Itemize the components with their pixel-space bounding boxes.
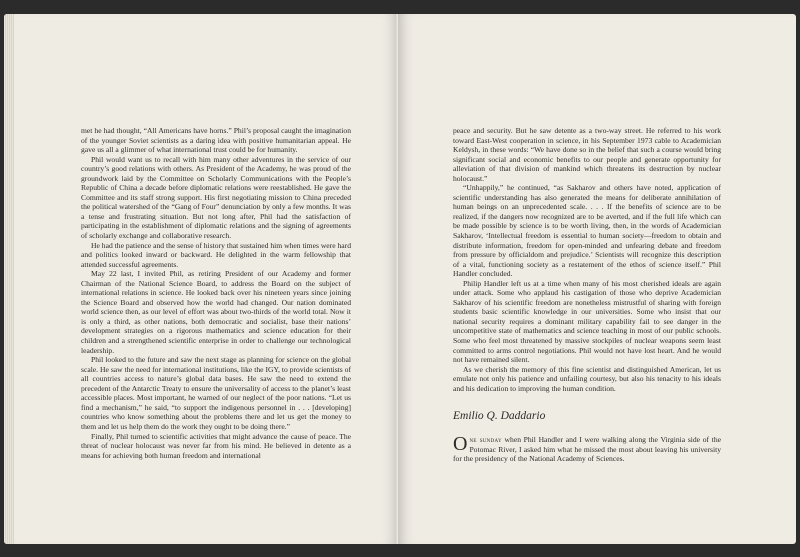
paragraph: As we cherish the memory of this fine scientist and distinguished American, let us emulate not only his patience and unfailing courtesy, but also his tenacity to his ideals and his dedication to improving the human condition. xyxy=(453,364,721,393)
paragraph: Philip Handler left us at a time when many of his most cherished ideals are again under attack. Some who applaud his castigation of those who deprive Academician Sakharov of his scientific freedom are nonetheless mistrustful of sharing with foreign students basic scientific knowledge in our universities. Some who insist that our national security requires a dominant military capability fail to see danger in the uncompetitive state of mathematics and science teaching in most of our public schools. Some who feel most threatened by massive stockpiles of nuclear weapons seem least committed to arms control negotiations. Phil would not have lost heart. And he would not have remained silent. xyxy=(453,278,721,365)
next-section-paragraph xyxy=(453,435,721,464)
right-page xyxy=(398,14,796,544)
paragraph: May 22 last, I invited Phil, as retiring President of our Academy and former Chairman of the National Science Board, to address the Board on the subject of international relations in science. He looked back over his nineteen years since joining the Science Board and observed how the world had changed. Our nation dominated world science then, as our level of effort was about two-thirds of the world total. Now it is only a third, as other nations, both democratic and socialist, base their nations’ development strategies on a rigorous mathematics and science education for their children and a strengthened scientific enterprise in order to challenge our technological leadership. xyxy=(81,269,351,355)
paragraph: “Unhappily,” he continued, “as Sakharov and others have noted, application of scientific understanding has also generated the means for deliberate annihilation of human beings on an unprecedented scale. . . . If the benefits of science are to be realized, if the dangers now recognized are to be averted, and if the full life which can be made possible by science is to be worth living, then, in the words of Academician Sakharov, ‘Intellectual freedom is essential to human society—freedom to obtain and distribute information, freedom for open-minded and unfearing debate and freedom from pressure by officialdom and prejudice.’ Scientists will recognize this description of a vital, functioning society as a restatement of the ethos of science itself.” Phil Handler concluded. xyxy=(453,183,721,279)
paragraph: Finally, Phil turned to scientific activities that might advance the cause of peace. The threat of nuclear holocaust was never far from his mind. He believed in detente as a means for achieving both human freedom and international xyxy=(81,431,351,460)
left-page-text xyxy=(81,126,351,460)
small-caps-lead: ne sunday xyxy=(469,435,502,444)
paragraph: He had the patience and the sense of history that sustained him when times were hard and politics looked inward or backward. He delighted in the warm fellowship that attended successful agreements. xyxy=(81,240,351,269)
paragraph: met he had thought, “All Americans have horns.” Phil’s proposal caught the imagination of the younger Soviet scientists as a daring idea with positive humanitarian appeal. He gave us all a glimmer of what international trust could be for humanity. xyxy=(81,126,351,155)
paragraph: Phil would want us to recall with him many other adventures in the service of our country’s good relations with others. As President of the Academy, he was proud of the groundwork laid by the Committee on Scholarly Communications with the People’s Republic of China a decade before diplomatic relations were reestablished. He gave the Committee and its staff strong support. His first negotiating mission to China preceded the political watershed of the “Gang of Four” denunciation by only a few months. It was a tense and frustrating situation. But not long after, Phil had the satisfaction of participating in the establishment of diplomatic relations and the signing of agreements of scholarly exchange and collaborative research. xyxy=(81,154,351,241)
author-signature: Emilio Q. Daddario xyxy=(453,410,546,422)
paragraph-body: when Phil Handler and I were walking along the Virginia side of the Potomac River, I asked him what he missed the most about leaving his university for the presidency of the National Academy of Sciences. xyxy=(453,435,721,464)
open-book xyxy=(4,14,796,544)
paragraph: peace and security. But he saw detente as a two-way street. He referred to his work toward East-West cooperation in science, in his September 1973 cable to Academician Keldysh, in these words: “We have done so in the belief that such a course would bring significant social and economic benefits to our people and generate opportunity for alleviation of that division of mankind which threatens its destruction by nuclear holocaust.” xyxy=(453,126,721,183)
drop-cap: O xyxy=(453,433,468,455)
left-page xyxy=(4,14,398,544)
right-page-text xyxy=(453,126,721,393)
paragraph: Phil looked to the future and saw the next stage as planning for science on the global scale. He saw the need for international institutions, like the IGY, to provide scientists of all countries access to nature’s global data bases. He saw the need to extend the precedent of the Antarctic Treaty to ensure the universality of access to the planet’s least accessible places. Most important, he warned of our neglect of the poor nations. “Let us find a mechanism,” he said, “to support the indigenous personnel in . . . [developing] countries who know something about the problems there and let us get the money to them and let us help them do the work they ought to be doing there.” xyxy=(81,355,351,431)
page-edges xyxy=(4,14,14,544)
